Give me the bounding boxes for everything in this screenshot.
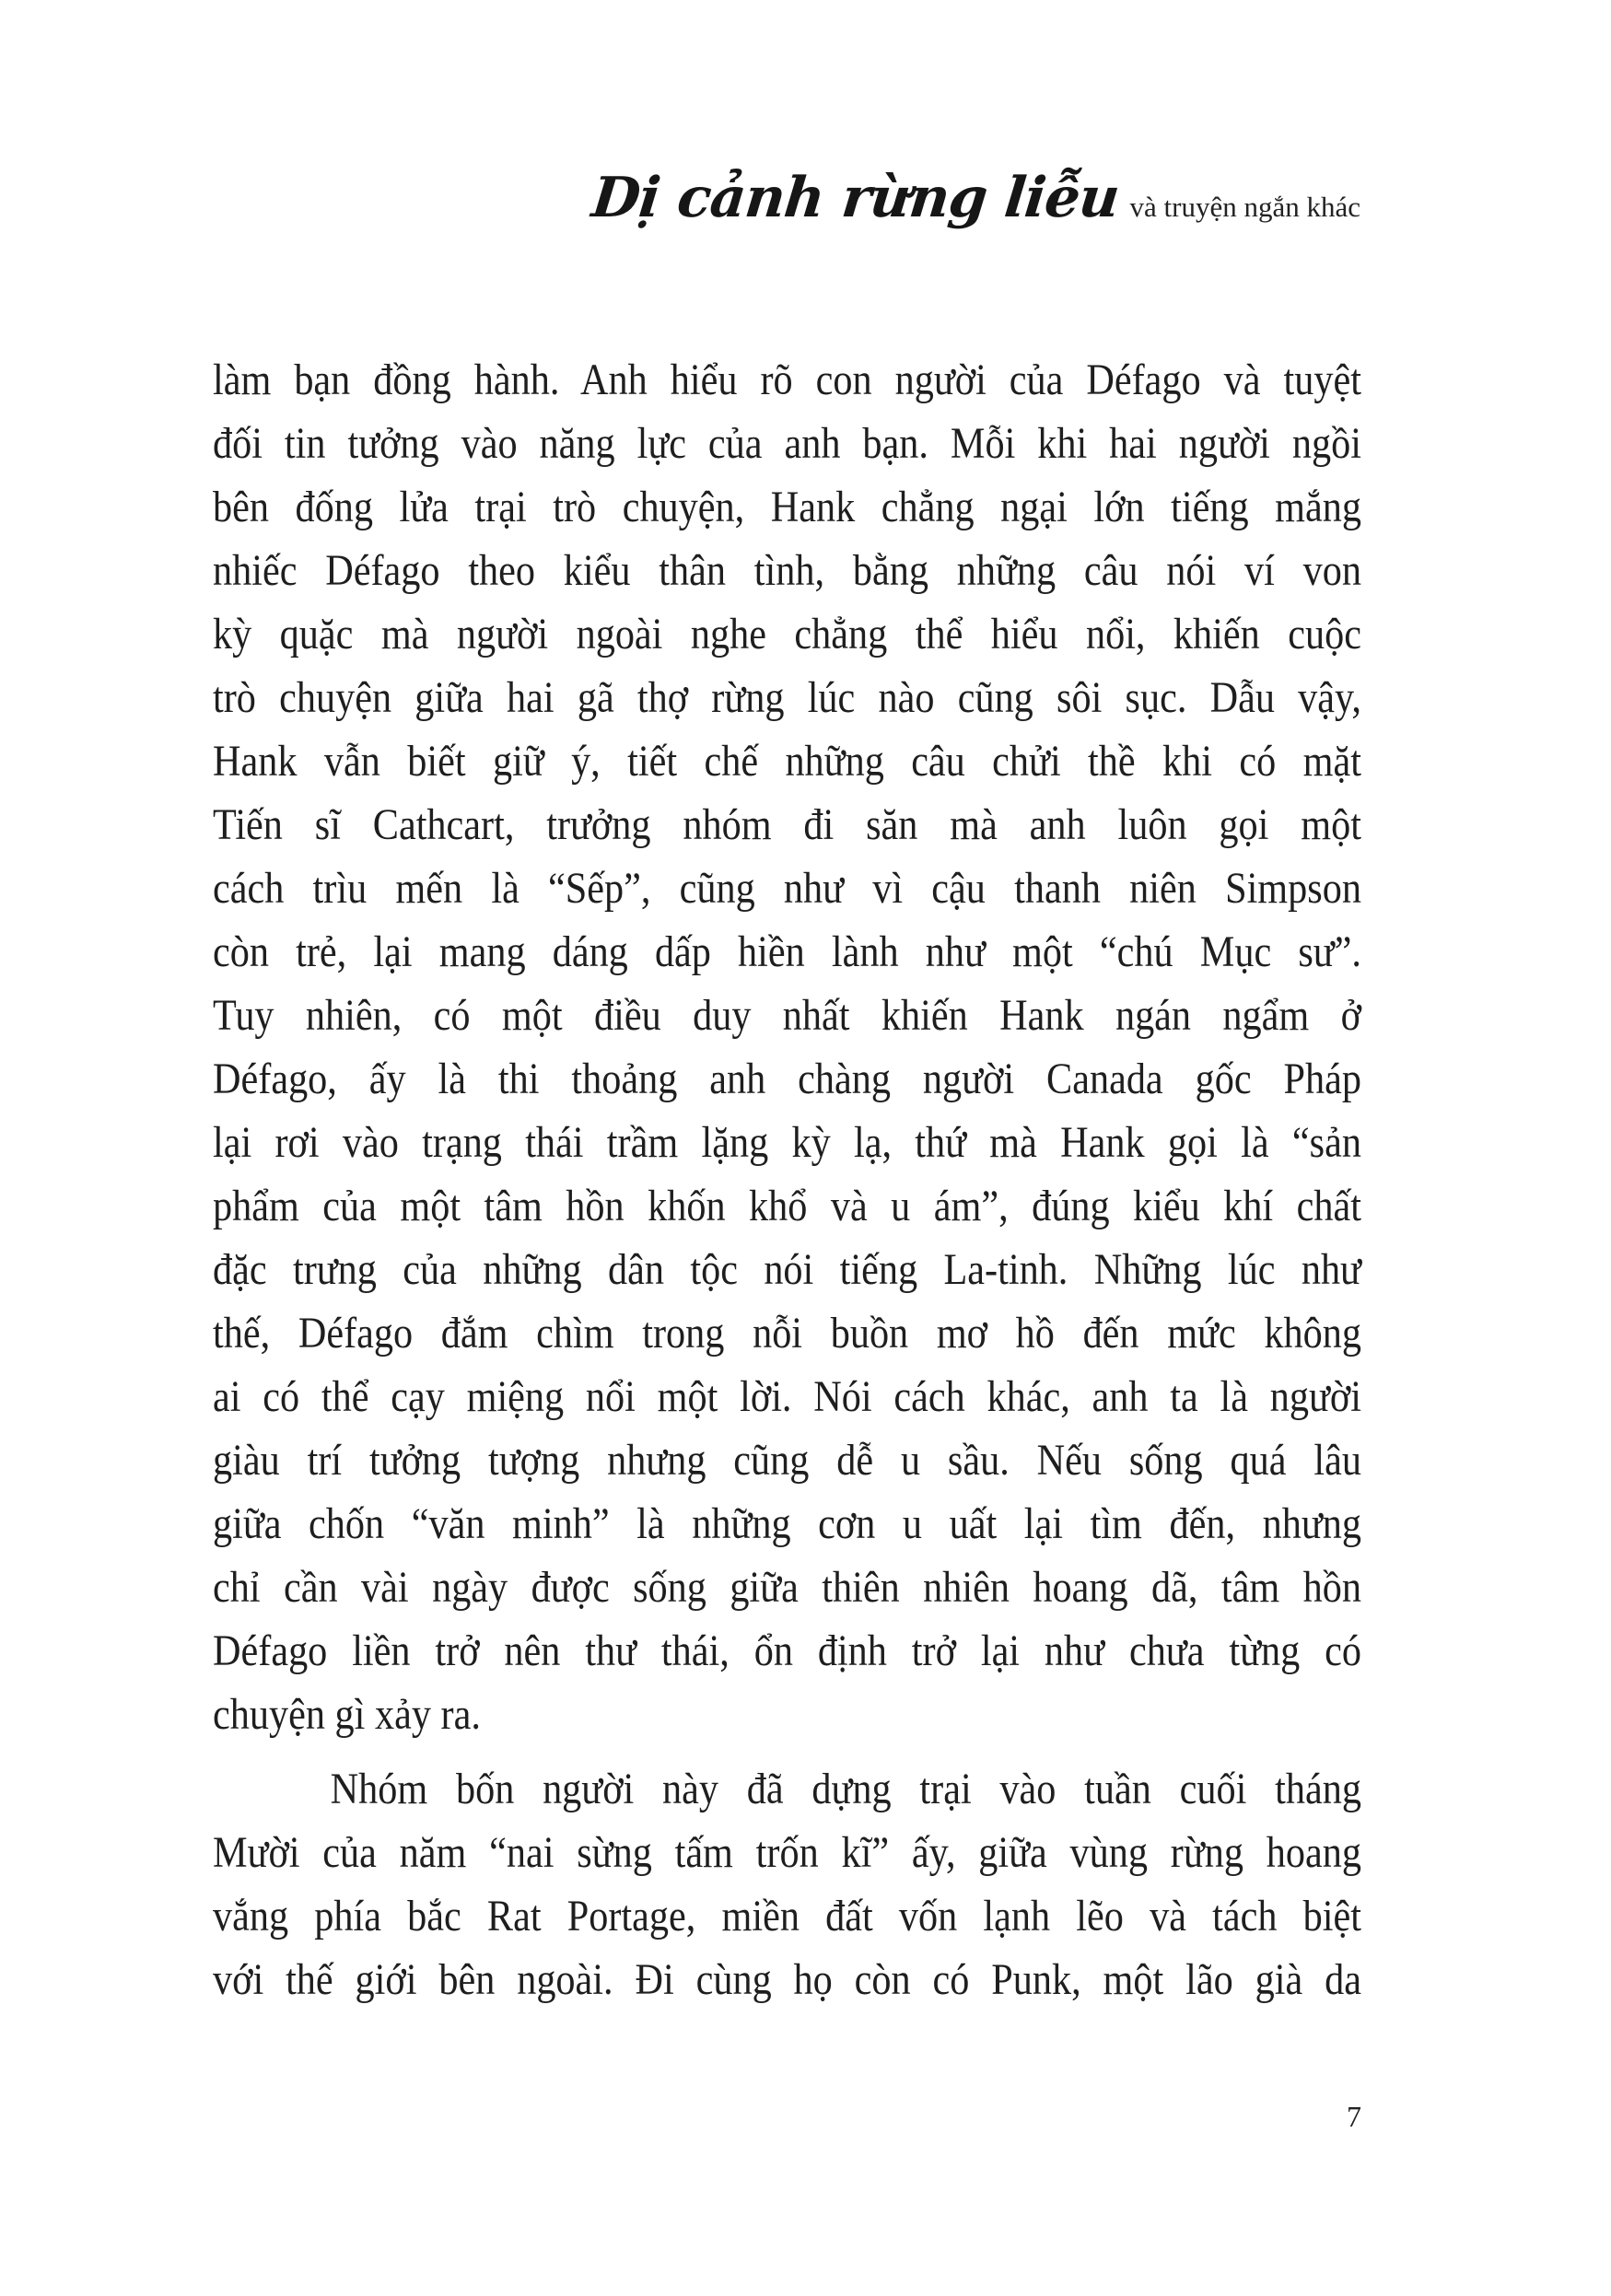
text-line: làm bạn đồng hành. Anh hiểu rõ con người của Défago và tuyệt <box>213 355 1361 404</box>
text-line: chuyện gì xảy ra. <box>213 1690 481 1739</box>
text-line: cách trìu mến là “Sếp”, cũng như vì cậu thanh niên Simpson <box>213 864 1361 913</box>
text-line: phẩm của một tâm hồn khốn khổ và u ám”, đúng kiểu khí chất <box>213 1182 1361 1230</box>
text-line: với thế giới bên ngoài. Đi cùng họ còn có Punk, một lão già da <box>213 1955 1361 2004</box>
book-title-logo: Dị cảnh rừng liễu <box>589 166 1123 230</box>
text-line: ai có thể cạy miệng nổi một lời. Nói cách khác, anh ta là người <box>213 1372 1361 1421</box>
text-line: đối tin tưởng vào năng lực của anh bạn. Mỗi khi hai người ngồi <box>213 419 1361 468</box>
text-line: Tiến sĩ Cathcart, trưởng nhóm đi săn mà anh luôn gọi một <box>213 800 1361 849</box>
paragraph-2 <box>213 1757 1361 2011</box>
text-line: vắng phía bắc Rat Portage, miền đất vốn lạnh lẽo và tách biệt <box>213 1892 1361 1941</box>
text-line: Tuy nhiên, có một điều duy nhất khiến Hank ngán ngẩm ở <box>213 991 1361 1040</box>
running-header <box>589 166 1360 230</box>
text-line: Défago, ấy là thi thoảng anh chàng người Canada gốc Pháp <box>213 1055 1361 1103</box>
text-line: thế, Défago đắm chìm trong nỗi buồn mơ hồ đến mức không <box>213 1309 1361 1358</box>
paragraph-1 <box>213 348 1361 1746</box>
text-line: Hank vẫn biết giữ ý, tiết chế những câu chửi thề khi có mặt <box>213 737 1361 786</box>
text-line: giàu trí tưởng tượng nhưng cũng dễ u sầu. Nếu sống quá lâu <box>213 1436 1361 1485</box>
text-line: Défago liền trở nên thư thái, ổn định trở lại như chưa từng có <box>213 1626 1361 1675</box>
text-line: trò chuyện giữa hai gã thợ rừng lúc nào cũng sôi sục. Dẫu vậy, <box>213 673 1361 722</box>
text-line: còn trẻ, lại mang dáng dấp hiền lành như một “chú Mục sư”. <box>213 927 1361 976</box>
text-line: giữa chốn “văn minh” là những cơn u uất lại tìm đến, nhưng <box>213 1499 1361 1548</box>
page-number: 7 <box>1347 2100 1361 2133</box>
text-line: Nhóm bốn người này đã dựng trại vào tuần cuối tháng <box>330 1765 1361 1813</box>
text-line: Mười của năm “nai sừng tấm trốn kĩ” ấy, giữa vùng rừng hoang <box>213 1828 1361 1877</box>
text-line: chỉ cần vài ngày được sống giữa thiên nhiên hoang dã, tâm hồn <box>213 1563 1361 1612</box>
text-line: nhiếc Défago theo kiểu thân tình, bằng những câu nói ví von <box>213 546 1361 595</box>
text-line: đặc trưng của những dân tộc nói tiếng La-tinh. Những lúc như <box>213 1245 1361 1294</box>
text-line: kỳ quặc mà người ngoài nghe chẳng thể hiểu nổi, khiến cuộc <box>213 610 1361 658</box>
text-line: bên đống lửa trại trò chuyện, Hank chẳng ngại lớn tiếng mắng <box>213 483 1361 531</box>
text-line: lại rơi vào trạng thái trầm lặng kỳ lạ, thứ mà Hank gọi là “sản <box>213 1118 1361 1167</box>
book-subtitle: và truyện ngắn khác <box>1129 191 1360 223</box>
